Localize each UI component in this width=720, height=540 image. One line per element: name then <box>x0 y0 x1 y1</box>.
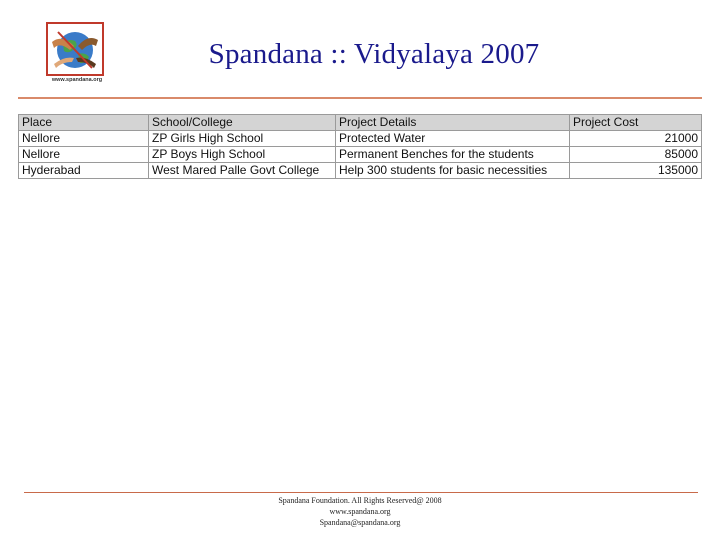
cell-place: Nellore <box>19 147 149 163</box>
footer-divider <box>24 492 698 493</box>
cell-cost: 21000 <box>570 131 702 147</box>
page-title: Spandana :: Vidyalaya 2007 <box>208 38 540 70</box>
cell-details: Permanent Benches for the students <box>336 147 570 163</box>
table-row <box>19 131 702 147</box>
cell-details: Protected Water <box>336 131 570 147</box>
footer <box>0 495 720 528</box>
cell-details: Help 300 students for basic necessities <box>336 163 570 179</box>
logo-url-text: www.spandana.org <box>51 77 103 83</box>
footer-email-link[interactable]: Spandana@spandana.org <box>319 518 401 527</box>
cell-place: Nellore <box>19 131 149 147</box>
projects-table <box>18 114 702 179</box>
cell-school: ZP Boys High School <box>149 147 336 163</box>
header-divider <box>18 97 702 99</box>
cell-place: Hyderabad <box>19 163 149 179</box>
column-header-cost: Project Cost <box>570 115 702 131</box>
table-row <box>19 163 702 179</box>
column-header-school: School/College <box>149 115 336 131</box>
cell-cost: 135000 <box>570 163 702 179</box>
cell-school: West Mared Palle Govt College <box>149 163 336 179</box>
column-header-place: Place <box>19 115 149 131</box>
cell-cost: 85000 <box>570 147 702 163</box>
column-header-details: Project Details <box>336 115 570 131</box>
table-row <box>19 147 702 163</box>
table-header-row <box>19 115 702 131</box>
cell-school: ZP Girls High School <box>149 131 336 147</box>
footer-website-link[interactable]: www.spandana.org <box>329 507 391 516</box>
footer-copyright: Spandana Foundation. All Rights Reserved@ 2008 <box>278 496 442 505</box>
